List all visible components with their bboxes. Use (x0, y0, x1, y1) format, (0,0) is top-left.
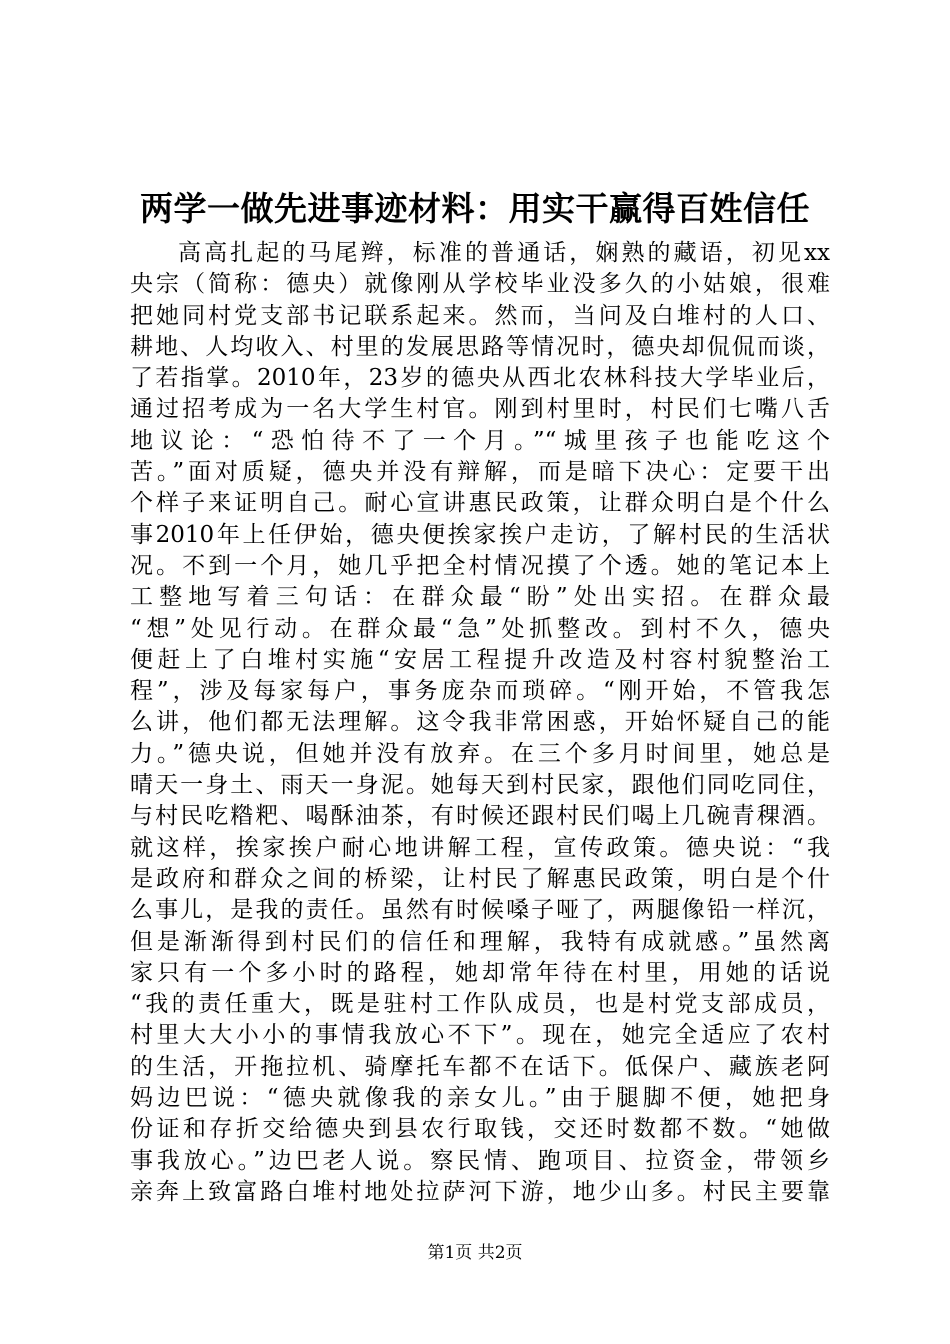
document-title: 两学一做先进事迹材料：用实干赢得百姓信任 (140, 189, 810, 228)
page-footer: 第1页 共2页 (427, 1243, 523, 1263)
body-line: 妈边巴说：“德央就像我的亲女儿。”由于腿脚不便，她把身 (130, 1085, 830, 1112)
body-line: 把她同村党支部书记联系起来。然而，当问及白堆村的人口、 (130, 302, 830, 329)
body-line: 事我放心。”边巴老人说。察民情、跑项目、拉资金，带领乡 (130, 1147, 830, 1174)
body-line: 村里大大小小的事情我放心不下”。现在，她完全适应了农村 (130, 1022, 830, 1049)
body-line: 高高扎起的马尾辫，标准的普通话，娴熟的藏语，初见xx (178, 240, 830, 266)
body-line: 么讲，他们都无法理解。这令我非常困惑，开始怀疑自己的能 (130, 709, 830, 736)
body-line: 份证和存折交给德央到县农行取钱，交还时数都不数。“她做 (130, 1116, 830, 1143)
body-line: 亲奔上致富路白堆村地处拉萨河下游，地少山多。村民主要靠 (130, 1178, 830, 1205)
body-line: 苦。”面对质疑，德央并没有辩解，而是暗下决心：定要干出 (130, 459, 830, 486)
body-line: 事2010年上任伊始，德央便挨家挨户走访，了解村民的生活状 (130, 521, 830, 548)
body-line: 央宗（简称：德央）就像刚从学校毕业没多久的小姑娘，很难 (130, 271, 830, 298)
body-line: “想”处见行动。在群众最“急”处抓整改。到村不久，德央 (130, 615, 830, 642)
body-line: 个样子来证明自己。耐心宣讲惠民政策，让群众明白是个什么 (130, 490, 830, 517)
body-line: 况。不到一个月，她几乎把全村情况摸了个透。她的笔记本上 (130, 552, 830, 579)
body-line: 是政府和群众之间的桥梁，让村民了解惠民政策，明白是个什 (130, 865, 830, 892)
body-line: 便赶上了白堆村实施“安居工程提升改造及村容村貌整治工 (130, 646, 830, 673)
body-line: 的生活，开拖拉机、骑摩托车都不在话下。低保户、藏族老阿 (130, 1053, 830, 1080)
body-line: 通过招考成为一名大学生村官。刚到村里时，村民们七嘴八舌 (130, 396, 830, 423)
body-line: 就这样，挨家挨户耐心地讲解工程，宣传政策。德央说：“我 (130, 834, 830, 861)
body-line: 程”，涉及每家每户，事务庞杂而琐碎。“刚开始，不管我怎 (130, 678, 830, 705)
body-line: 但是渐渐得到村民们的信任和理解，我特有成就感。”虽然离 (130, 928, 830, 955)
body-line: 工整地写着三句话：在群众最“盼”处出实招。在群众最 (130, 584, 830, 611)
body-line: 了若指掌。2010年，23岁的德央从西北农林科技大学毕业后， (130, 365, 830, 392)
body-line: 与村民吃糌粑、喝酥油茶，有时候还跟村民们喝上几碗青稞酒。 (130, 803, 830, 830)
document-body (130, 238, 830, 1208)
body-line: 家只有一个多小时的路程，她却常年待在村里，用她的话说 (130, 959, 830, 986)
body-line: 力。”德央说，但她并没有放弃。在三个多月时间里，她总是 (130, 740, 830, 767)
body-line: 晴天一身土、雨天一身泥。她每天到村民家，跟他们同吃同住， (130, 772, 830, 799)
body-line: “我的责任重大，既是驻村工作队成员，也是村党支部成员， (130, 991, 830, 1018)
body-line: 耕地、人均收入、村里的发展思路等情况时，德央却侃侃而谈， (130, 333, 830, 360)
body-line: 么事儿，是我的责任。虽然有时候嗓子哑了，两腿像铅一样沉， (130, 897, 830, 924)
body-line: 地议论：“恐怕待不了一个月。”“城里孩子也能吃这个 (130, 427, 830, 454)
